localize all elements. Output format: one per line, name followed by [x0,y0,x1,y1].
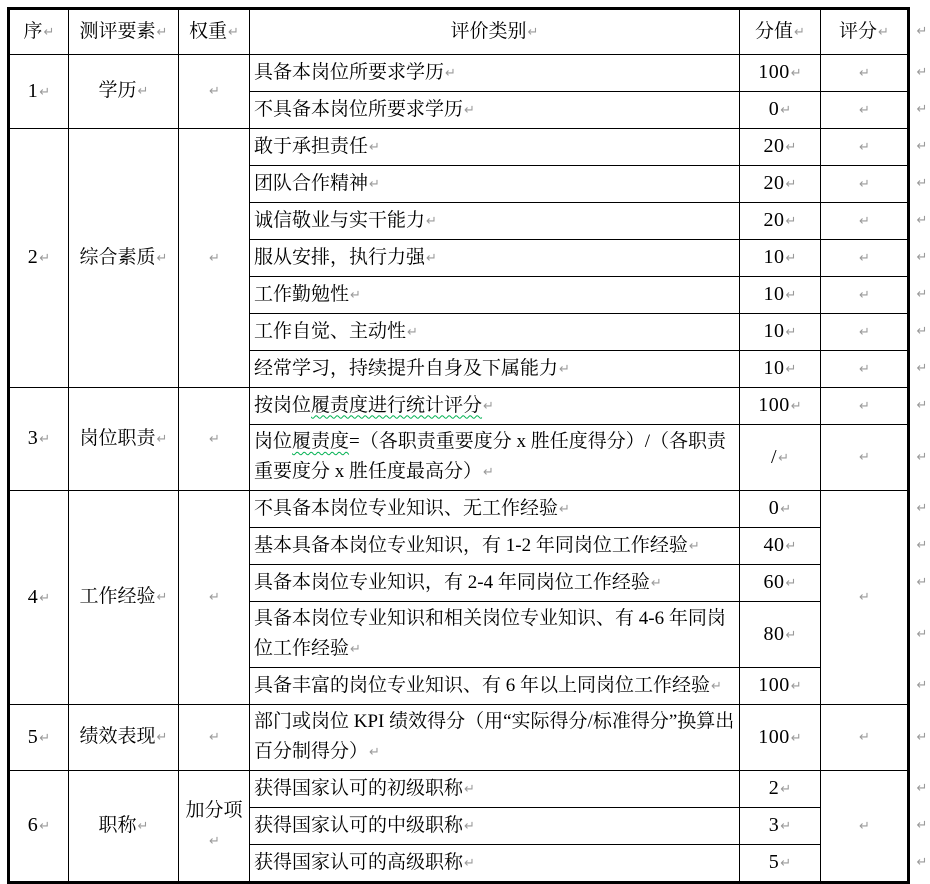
paragraph-mark-icon: ↵ [859,287,870,303]
paragraph-mark-icon: ↵ [859,730,870,745]
paragraph-mark-icon: ↵ [859,450,870,465]
criteria-cell[interactable] [250,845,740,882]
paragraph-mark-icon: ↵ [859,361,870,377]
row-end-paragraph-mark-icon: ↵ [916,250,928,265]
score-value: 100 [758,61,790,83]
score-cell[interactable] [740,705,821,771]
score-value: 80 [763,622,785,645]
rating-cell[interactable] [821,388,908,425]
table-row [10,388,908,425]
score-cell[interactable] [740,240,821,277]
criteria-text: 敢于承担责任 [254,135,369,157]
factor-label: 工作经验 [79,586,156,607]
table-body [10,55,908,882]
score-cell[interactable] [740,388,821,425]
score-value: 10 [763,246,785,268]
table-row [10,129,908,166]
row-end-paragraph-mark-icon: ↵ [916,65,928,80]
paragraph-mark-icon: ↵ [209,431,220,447]
rating-cell[interactable] [821,314,908,351]
criteria-cell[interactable] [250,55,740,92]
paragraph-mark-icon: ↵ [426,213,437,229]
seq-cell[interactable] [10,771,69,882]
paragraph-mark-icon: ↵ [778,450,789,466]
paragraph-mark-icon: ↵ [407,324,418,340]
paragraph-mark-icon: ↵ [209,590,220,605]
paragraph-mark-icon: ↵ [859,398,870,414]
criteria-cell[interactable] [250,808,740,845]
score-value: / [771,445,778,468]
paragraph-mark-icon: ↵ [228,24,239,40]
weight-cell[interactable] [179,705,250,771]
paragraph-mark-icon: ↵ [483,398,494,414]
row-end-paragraph-mark-icon: ↵ [916,287,928,302]
score-value: 3 [768,814,780,836]
paragraph-mark-icon: ↵ [859,213,870,229]
paragraph-mark-icon: ↵ [859,139,870,155]
criteria-cell[interactable] [250,203,740,240]
criteria-text: 获得国家认可的高级职称 [254,851,464,873]
factor-label: 绩效表现 [79,726,156,747]
criteria-text: 具备本岗位专业知识，有 2-4 年同岗位工作经验 [254,571,650,593]
paragraph-mark-icon: ↵ [527,24,539,40]
paragraph-mark-icon: ↵ [785,140,797,155]
paragraph-mark-icon: ↵ [426,250,437,266]
header-label: 分值 [755,20,794,42]
criteria-text: 工作勤勉性 [254,283,350,305]
row-end-paragraph-mark-icon: ↵ [916,24,928,39]
paragraph-mark-icon: ↵ [559,501,570,517]
paragraph-mark-icon: ↵ [464,818,475,834]
rating-cell[interactable] [821,425,908,491]
paragraph-mark-icon: ↵ [785,325,797,340]
rating-cell[interactable] [821,771,908,882]
row-end-paragraph-mark-icon: ↵ [916,324,928,339]
rating-cell[interactable] [821,491,908,705]
criteria-cell[interactable] [250,166,740,203]
score-cell[interactable] [740,277,821,314]
row-end-paragraph-mark-icon: ↵ [916,678,928,693]
seq-number: 2 [27,246,39,268]
table-row [10,705,908,771]
score-cell[interactable] [740,425,821,491]
weight-cell[interactable] [179,771,250,882]
paragraph-mark-icon: ↵ [785,627,797,643]
row-end-paragraph-mark-icon: ↵ [916,102,928,117]
criteria-cell[interactable] [250,565,740,602]
criteria-text: 具备本岗位专业知识和相关岗位专业知识、有 4-6 年同岗位工作经验 [254,608,726,659]
score-value: 10 [763,283,785,305]
criteria-cell[interactable] [250,705,740,771]
row-end-paragraph-mark-icon: ↵ [916,729,928,745]
row-end-paragraph-mark-icon: ↵ [916,855,928,870]
criteria-text: 具备丰富的岗位专业知识、有 6 年以上同岗位工作经验 [254,674,711,696]
factor-cell[interactable] [69,388,179,491]
paragraph-mark-icon: ↵ [790,66,802,81]
paragraph-mark-icon: ↵ [39,432,51,447]
paragraph-mark-icon: ↵ [43,24,55,40]
header-label: 权重 [189,20,228,42]
row-end-paragraph-mark-icon: ↵ [916,398,928,413]
criteria-cell[interactable] [250,314,740,351]
score-cell[interactable] [740,129,821,166]
row-end-paragraph-mark-icon: ↵ [916,575,928,590]
paragraph-mark-icon: ↵ [156,730,168,745]
score-cell[interactable] [740,845,821,882]
criteria-text: 按岗位 [254,394,312,416]
criteria-cell[interactable] [250,129,740,166]
criteria-text: 部门或岗位 KPI 绩效得分（用“实际得分/标准得分”换算出百分制得分） [254,711,735,762]
score-cell[interactable] [740,668,821,705]
paragraph-mark-icon: ↵ [878,24,889,40]
criteria-text: 履责度 [292,431,350,452]
factor-label: 岗位职责 [79,427,156,449]
paragraph-mark-icon: ↵ [209,730,220,745]
paragraph-mark-icon: ↵ [859,324,870,340]
seq-number: 4 [27,585,39,608]
paragraph-mark-icon: ↵ [859,102,870,118]
factor-cell[interactable] [69,771,179,882]
factor-cell[interactable] [69,705,179,771]
criteria-cell[interactable] [250,277,740,314]
criteria-cell[interactable] [250,491,740,528]
criteria-text: =（各职责重要度分 x 胜任度得分）/（各职责重要度分 x 胜任度最高分） [254,431,727,482]
score-cell[interactable] [740,55,821,92]
header-score[interactable] [740,10,821,55]
score-value: 60 [763,571,785,593]
paragraph-mark-icon: ↵ [559,361,570,377]
score-value: 10 [763,357,785,379]
header-label: 序 [23,20,43,42]
criteria-cell[interactable] [250,668,740,705]
row-end-paragraph-mark-icon: ↵ [916,501,928,516]
score-cell[interactable] [740,351,821,388]
paragraph-mark-icon: ↵ [39,84,51,100]
factor-label: 综合素质 [79,246,156,268]
rating-cell[interactable] [821,166,908,203]
criteria-text: 履责度进行统计评分 [311,394,483,416]
header-label: 评价类别 [450,20,527,42]
table-row [10,771,908,808]
row-end-paragraph-mark-icon: ↵ [916,213,928,228]
row-end-paragraph-mark-icon: ↵ [916,818,928,833]
paragraph-mark-icon: ↵ [790,730,802,746]
paragraph-mark-icon: ↵ [780,502,792,517]
paragraph-mark-icon: ↵ [483,465,494,480]
score-value: 2 [768,777,780,799]
seq-number: 1 [27,79,39,102]
score-value: 20 [763,135,785,157]
header-label: 测评要素 [79,20,156,42]
row-end-paragraph-mark-icon: ↵ [916,176,928,191]
criteria-text: 诚信敬业与实干能力 [254,209,426,231]
header-factor[interactable] [69,10,179,55]
factor-label: 职称 [98,814,137,836]
paragraph-mark-icon: ↵ [790,679,802,694]
paragraph-mark-icon: ↵ [859,818,870,834]
row-end-paragraph-mark-icon: ↵ [916,139,928,154]
paragraph-mark-icon: ↵ [785,362,797,377]
rating-cell[interactable] [821,277,908,314]
paragraph-mark-icon: ↵ [209,250,220,266]
score-cell[interactable] [740,565,821,602]
paragraph-mark-icon: ↵ [350,287,361,303]
score-value: 5 [768,851,780,873]
paragraph-mark-icon: ↵ [790,399,802,414]
paragraph-mark-icon: ↵ [369,745,380,760]
seq-cell[interactable] [10,55,69,129]
paragraph-mark-icon: ↵ [209,84,220,99]
paragraph-mark-icon: ↵ [859,65,870,81]
criteria-cell[interactable] [250,240,740,277]
paragraph-mark-icon: ↵ [785,576,797,591]
paragraph-mark-icon: ↵ [39,819,51,834]
rating-cell[interactable] [821,240,908,277]
criteria-cell[interactable] [250,602,740,668]
paragraph-mark-icon: ↵ [39,590,51,606]
criteria-text: 团队合作精神 [254,172,369,194]
score-value: 100 [758,725,790,748]
weight-cell[interactable] [179,491,250,705]
paragraph-mark-icon: ↵ [156,431,168,447]
paragraph-mark-icon: ↵ [859,590,870,605]
criteria-cell[interactable] [250,92,740,129]
score-cell[interactable] [740,314,821,351]
header-label: 评分 [839,20,878,42]
score-value: 10 [763,320,785,342]
criteria-cell[interactable] [250,425,740,491]
score-cell[interactable] [740,771,821,808]
row-end-paragraph-mark-icon: ↵ [916,626,928,642]
paragraph-mark-icon: ↵ [137,84,149,99]
score-value: 40 [763,534,785,556]
seq-cell[interactable] [10,129,69,388]
factor-cell[interactable] [69,129,179,388]
score-cell[interactable] [740,203,821,240]
criteria-text: 获得国家认可的初级职称 [254,777,464,799]
paragraph-mark-icon: ↵ [137,818,149,834]
criteria-cell[interactable] [250,528,740,565]
header-rating[interactable] [821,10,908,55]
seq-cell[interactable] [10,491,69,705]
paragraph-mark-icon: ↵ [369,176,380,192]
criteria-text: 不具备本岗位专业知识、无工作经验 [254,497,559,519]
paragraph-mark-icon: ↵ [688,538,700,554]
score-value: 20 [763,209,785,231]
header-weight[interactable] [179,10,250,55]
criteria-cell[interactable] [250,771,740,808]
paragraph-mark-icon: ↵ [785,214,797,229]
paragraph-mark-icon: ↵ [785,177,797,192]
paragraph-mark-icon: ↵ [780,782,792,797]
score-cell[interactable] [740,602,821,668]
score-value: 20 [763,172,785,194]
seq-cell[interactable] [10,388,69,491]
rating-cell[interactable] [821,129,908,166]
criteria-text: 获得国家认可的中级职称 [254,814,464,836]
paragraph-mark-icon: ↵ [445,65,456,81]
weight-cell[interactable] [179,129,250,388]
factor-cell[interactable] [69,491,179,705]
row-end-paragraph-mark-icon: ↵ [916,538,928,553]
row-end-paragraph-mark-icon: ↵ [916,361,928,376]
criteria-text: 岗位 [254,431,293,452]
header-seq[interactable] [10,10,69,55]
table-row [10,55,908,92]
score-value: 100 [758,674,790,696]
criteria-text: 工作自觉、主动性 [254,320,407,342]
paragraph-mark-icon: ↵ [785,288,797,303]
paragraph-mark-icon: ↵ [156,24,168,40]
paragraph-mark-icon: ↵ [859,250,870,266]
rating-cell[interactable] [821,705,908,771]
rating-cell[interactable] [821,203,908,240]
paragraph-mark-icon: ↵ [794,24,805,40]
criteria-cell[interactable] [250,351,740,388]
header-row [10,10,908,55]
paragraph-mark-icon: ↵ [350,642,361,657]
row-end-paragraph-mark-icon: ↵ [916,449,928,465]
paragraph-mark-icon: ↵ [39,251,51,266]
paragraph-mark-icon: ↵ [650,575,662,591]
rating-cell[interactable] [821,351,908,388]
seq-cell[interactable] [10,705,69,771]
paragraph-mark-icon: ↵ [369,139,380,155]
evaluation-table-wrapper [7,7,910,884]
seq-number: 6 [27,814,39,836]
weight-label: 加分项 [185,799,243,821]
criteria-text: 具备本岗位所要求学历 [254,61,445,83]
criteria-cell[interactable] [250,388,740,425]
paragraph-mark-icon: ↵ [780,819,792,834]
paragraph-mark-icon: ↵ [464,855,475,871]
paragraph-mark-icon: ↵ [711,678,722,694]
paragraph-mark-icon: ↵ [464,102,475,118]
table-row [10,491,908,528]
score-value: 100 [758,394,790,416]
seq-number: 3 [27,427,39,449]
paragraph-mark-icon: ↵ [209,833,220,849]
score-cell[interactable] [740,491,821,528]
factor-cell[interactable] [69,55,179,129]
paragraph-mark-icon: ↵ [785,539,797,554]
score-value: 0 [768,98,780,120]
score-cell[interactable] [740,92,821,129]
header-criteria[interactable] [250,10,740,55]
paragraph-mark-icon: ↵ [39,730,51,746]
paragraph-mark-icon: ↵ [464,781,475,797]
row-end-paragraph-mark-icon: ↵ [916,781,928,796]
seq-number: 5 [27,725,39,748]
evaluation-table [9,9,908,882]
paragraph-mark-icon: ↵ [156,250,168,266]
paragraph-mark-icon: ↵ [780,856,792,871]
paragraph-mark-icon: ↵ [780,103,792,118]
paragraph-mark-icon: ↵ [859,176,870,192]
score-cell[interactable] [740,808,821,845]
criteria-text: 不具备本岗位所要求学历 [254,98,464,120]
score-value: 0 [768,497,780,519]
criteria-text: 服从安排，执行力强 [254,246,426,268]
rating-cell[interactable] [821,55,908,92]
weight-cell[interactable] [179,55,250,129]
criteria-text: 经常学习，持续提升自身及下属能力 [254,357,559,379]
rating-cell[interactable] [821,92,908,129]
weight-cell[interactable] [179,388,250,491]
paragraph-mark-icon: ↵ [156,590,168,605]
score-cell[interactable] [740,528,821,565]
paragraph-mark-icon: ↵ [785,251,797,266]
score-cell[interactable] [740,166,821,203]
criteria-text: 基本具备本岗位专业知识，有 1-2 年同岗位工作经验 [254,534,688,556]
factor-label: 学历 [98,80,137,101]
